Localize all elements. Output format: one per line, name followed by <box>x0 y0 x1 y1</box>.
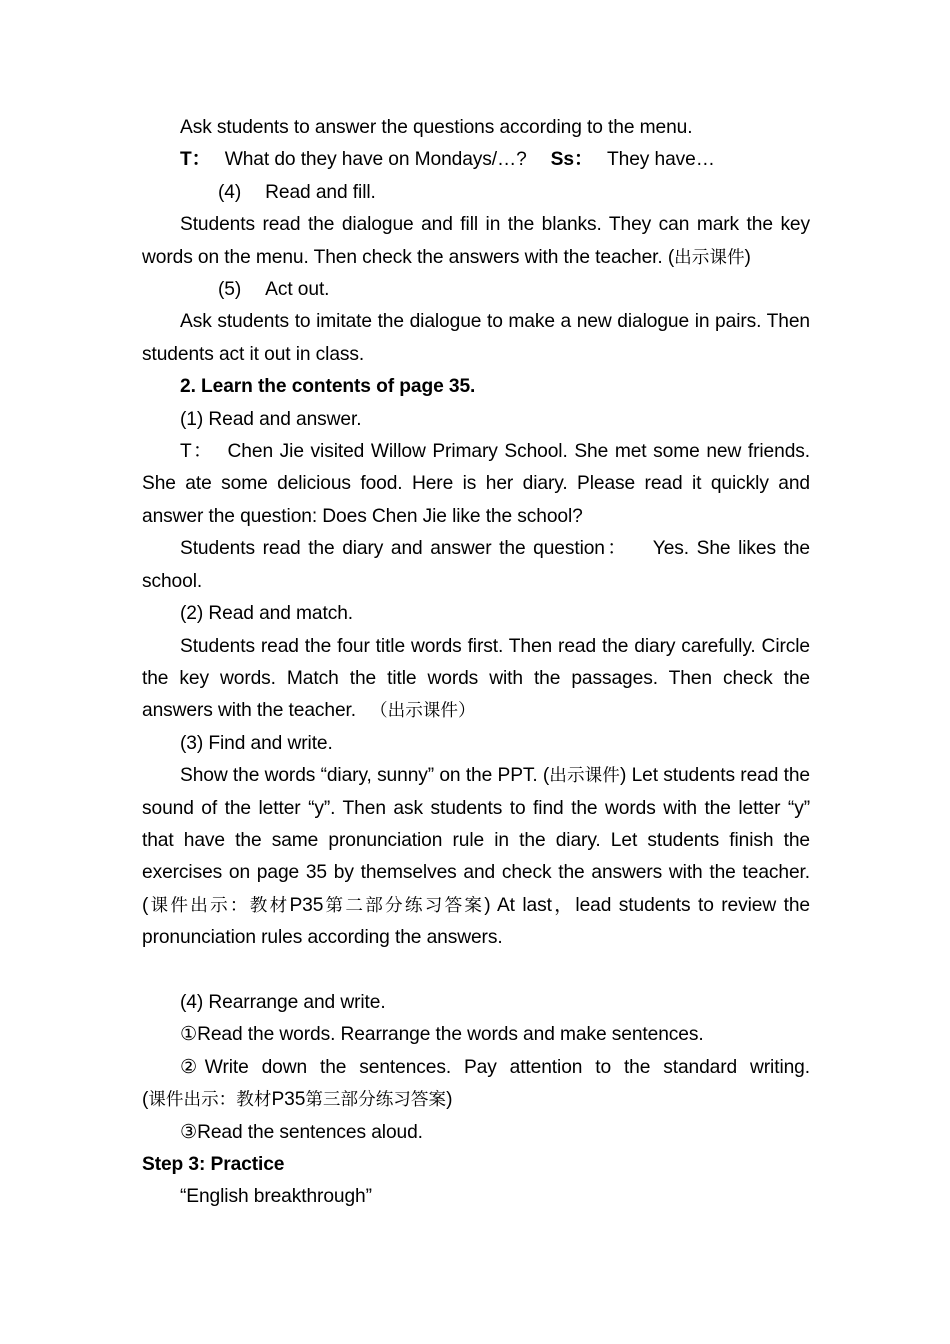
paragraph-text: Students read the dialogue and fill in the blanks. They can mark the key words on the menu. Then check the answers with the teacher. ( <box>142 214 810 268</box>
page-reference-p35: P35 <box>271 1089 306 1111</box>
paragraph-students-answer <box>142 533 810 598</box>
paragraph-teacher-student-exchange <box>142 144 810 176</box>
question-prompt: Students read the diary and answer the question： <box>180 538 629 560</box>
chinese-note-textbook-part3-line <box>142 1084 810 1116</box>
paragraph-read-four-title-words <box>142 631 810 728</box>
list-item-4-read-and-fill <box>142 177 810 209</box>
paragraph-text: Chen Jie visited Willow Primary School. She met some new friends. She ate some delicious food. Here is her diary. Please read it quickly and answer the question: Does Chen Jie like the school? <box>142 441 810 527</box>
subsection-3-find-and-write: (3) Find and write. <box>180 732 333 754</box>
paragraph-text-c: ) At last，lead students to review the pronunciation rules according the answers. <box>142 894 810 949</box>
answer-text: Yes. She likes the school. <box>142 538 810 592</box>
page-reference-p35: P35 <box>289 894 324 916</box>
paragraph-spacer <box>142 955 810 987</box>
paragraph-teacher-chen-jie <box>142 436 810 533</box>
heading-learn-contents-page-35: 2. Learn the contents of page 35. <box>180 376 476 398</box>
paren-close: ) <box>446 1089 453 1111</box>
paragraph-text-a: Show the words “diary, sunny” on the PPT. ( <box>180 765 550 787</box>
speaker-label-ss: Ss： <box>550 149 594 171</box>
speaker-label-t: T： <box>180 441 214 463</box>
chinese-note-textbook-part3-a: 课件出示：教材 <box>148 1090 272 1111</box>
paragraph-text: Students read the four title words first. Then read the diary carefully. Circle the key words. Match the title words with the passages. Then check the answers with the teacher. <box>142 635 810 722</box>
student-utterance: They have… <box>607 149 715 171</box>
subsection-2-read-and-match: (2) Read and match. <box>180 603 354 625</box>
chinese-note-courseware: 出示课件 <box>674 247 745 268</box>
list-item-label: Read and fill. <box>265 181 376 203</box>
heading-step-3-practice: Step 3: Practice <box>142 1153 285 1175</box>
paragraph-students-read-dialogue <box>142 209 810 274</box>
speaker-label-t: T： <box>180 149 211 171</box>
chinese-note-textbook-part3-b: 第三部分练习答案 <box>305 1090 447 1111</box>
paragraph-ask-students-menu: Ask students to answer the questions according to the menu. <box>180 117 693 138</box>
chinese-note-courseware: （出示课件） <box>370 701 476 722</box>
chinese-note-textbook-part2-tail: 第二部分练习答案 <box>323 895 485 916</box>
paragraph-find-and-write-body <box>142 760 810 954</box>
chinese-note-textbook-part2: 课件出示：教材 <box>148 895 290 916</box>
chinese-note-courseware: 出示课件 <box>549 766 620 787</box>
paren-close: ) <box>744 246 751 268</box>
list-item-label: Act out. <box>265 279 330 301</box>
document-body <box>142 112 810 1214</box>
step-item-3-read-sentences-aloud: ③Read the sentences aloud. <box>180 1121 423 1143</box>
step-item-2-write-down-sentences: ②Write down the sentences. Pay attention to the standard writing. <box>180 1056 810 1078</box>
paren-open: ( <box>142 1089 149 1111</box>
list-item-5-act-out <box>142 274 810 306</box>
list-item-number: (5) <box>218 279 242 301</box>
teacher-utterance: What do they have on Mondays/…? <box>224 149 527 171</box>
list-item-number: (4) <box>218 181 242 203</box>
paragraph-text-b: ) Let students read the sound of the letter “y”. Then ask students to find the words with the letter “y” that have the same pronunciation rule in the diary. Let students finish the exercises on page 35 by themselves and check the answers with the teacher. ( <box>142 765 810 916</box>
subsection-4-rearrange-and-write: (4) Rearrange and write. <box>180 991 386 1013</box>
paragraph-imitate-dialogue: Ask students to imitate the dialogue to make a new dialogue in pairs. Then students act it out in class. <box>142 311 810 365</box>
step-item-1-read-the-words: ①Read the words. Rearrange the words and make sentences. <box>180 1024 704 1046</box>
paragraph-english-breakthrough: “English breakthrough” <box>180 1186 372 1208</box>
subsection-1-read-and-answer: (1) Read and answer. <box>180 408 362 430</box>
